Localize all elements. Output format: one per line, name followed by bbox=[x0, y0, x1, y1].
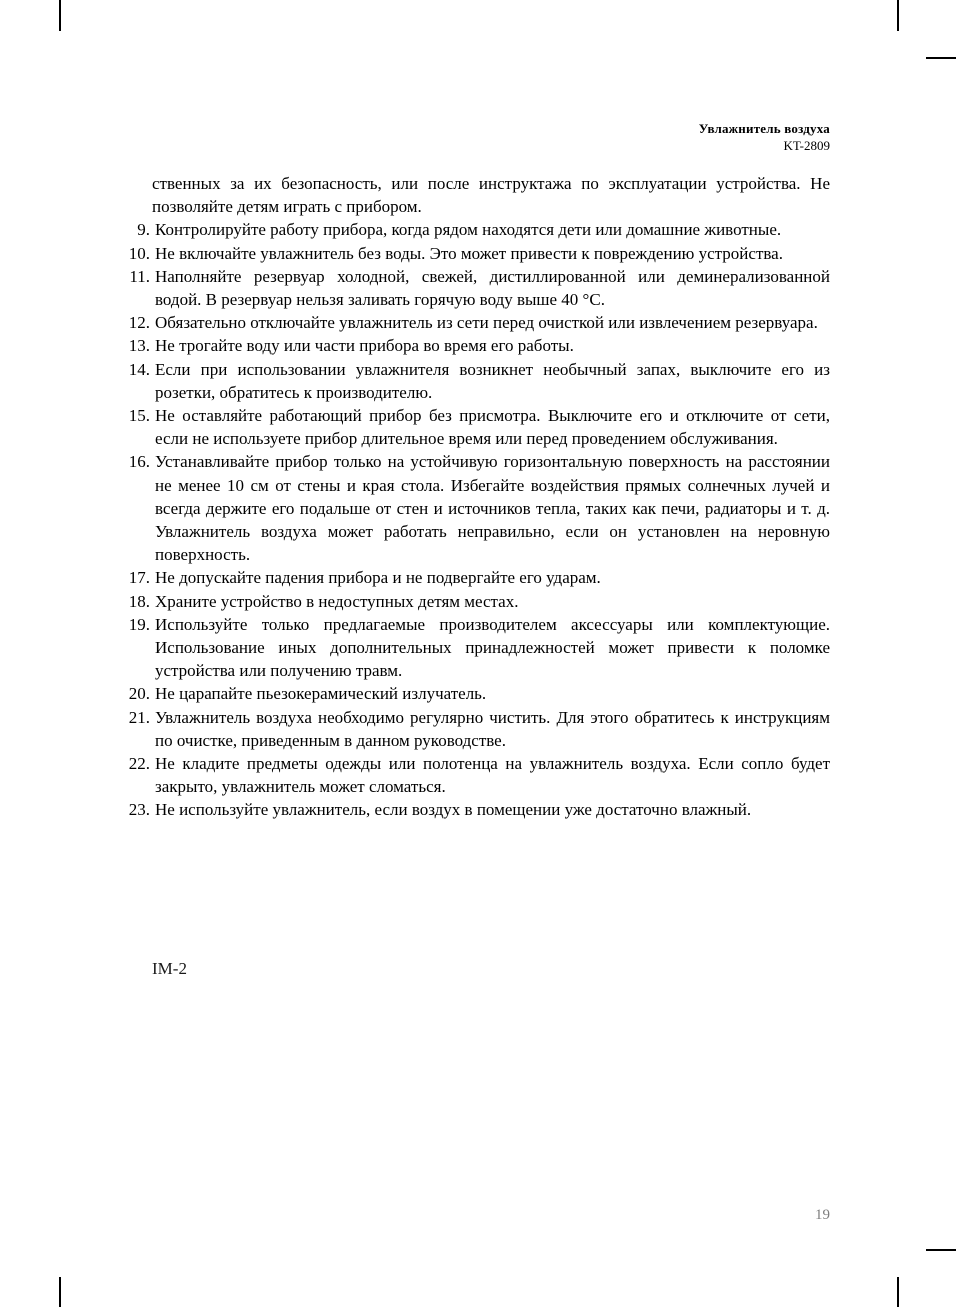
safety-rule-number: 14. bbox=[128, 359, 150, 379]
safety-rule-number: 18. bbox=[128, 591, 150, 611]
safety-rule-text: Наполняйте резервуар холодной, свежей, дистиллированной или деминерализованной водой. В резервуар нельзя заливать горячую воду выше 40 °C. bbox=[155, 266, 830, 310]
safety-rule-text: Устанавливайте прибор только на устойчивую горизонтальную поверхность на расстоянии не менее 10 см от стены и края стола. Избегайте воздействия прямых солнечных лучей и всегда держите его подальше от стен и источников тепла, таких как печи, радиаторы и т. д. Увлажнитель воздуха может работать неправильно, если он установлен на неровную поверхность. bbox=[155, 452, 830, 565]
im-label: IM-2 bbox=[152, 959, 187, 978]
safety-rule-text: Увлажнитель воздуха необходимо регулярно чистить. Для этого обратитесь к инструкциям по очистке, приведенным в данном руководстве. bbox=[155, 707, 830, 750]
crop-mark-top-right-vertical bbox=[897, 0, 899, 31]
safety-rule-text: Контролируйте работу прибора, когда рядом находятся дети или домашние животные. bbox=[155, 220, 782, 240]
safety-rule-item bbox=[124, 265, 830, 311]
safety-rule-text: Используйте только предлагаемые производителем аксессуары или комплектующие. Использование иных дополнительных принадлежностей может привести к поломке устройства или получению травм. bbox=[155, 614, 830, 681]
safety-rule-item bbox=[124, 682, 830, 705]
safety-rule-text: Не трогайте воду или части прибора во время его работы. bbox=[155, 336, 574, 356]
safety-rule-number: 19. bbox=[128, 614, 150, 634]
safety-rule-item bbox=[124, 706, 830, 752]
safety-rule-text: Обязательно отключайте увлажнитель из сети перед очисткой или извлечением резервуара. bbox=[155, 313, 818, 333]
header-product-title: Увлажнитель воздуха bbox=[698, 121, 830, 136]
safety-rule-number: 13. bbox=[128, 336, 150, 356]
safety-rule-text: Не используйте увлажнитель, если воздух в помещении уже достаточно влажный. bbox=[155, 800, 752, 820]
safety-rule-item bbox=[124, 404, 830, 450]
safety-rule-number: 23. bbox=[128, 800, 150, 820]
safety-instructions-body bbox=[124, 172, 830, 822]
safety-rule-item bbox=[124, 752, 830, 798]
safety-rule-item bbox=[124, 242, 830, 265]
safety-rule-text: Не включайте увлажнитель без воды. Это может привести к повреждению устройства. bbox=[155, 243, 783, 263]
safety-rule-text: Не царапайте пьезокерамический излучатель. bbox=[155, 684, 487, 704]
crop-mark-bottom-right-horizontal bbox=[926, 1249, 956, 1251]
safety-rule-number: 20. bbox=[128, 684, 150, 704]
crop-mark-top-right-horizontal bbox=[926, 57, 956, 59]
crop-mark-bottom-left bbox=[59, 1277, 61, 1307]
continued-paragraph: ственных за их безопасность, или после инструктажа по эксплуатации устройства. Не позволяйте детям играть с прибором. bbox=[152, 174, 830, 217]
safety-rule-number: 11. bbox=[129, 266, 150, 286]
safety-rule-number: 22. bbox=[128, 754, 150, 774]
safety-rule-number: 16. bbox=[128, 452, 150, 472]
safety-rules-list bbox=[124, 218, 830, 821]
crop-mark-bottom-right-vertical bbox=[897, 1277, 899, 1307]
safety-rule-number: 21. bbox=[128, 707, 150, 727]
safety-rule-item bbox=[124, 566, 830, 589]
safety-rule-item bbox=[124, 590, 830, 613]
safety-rule-item bbox=[124, 334, 830, 357]
safety-rule-number: 9. bbox=[137, 220, 150, 240]
safety-rule-number: 17. bbox=[128, 568, 150, 588]
safety-rule-item bbox=[124, 613, 830, 683]
page-number: 19 bbox=[815, 1207, 830, 1223]
running-header bbox=[150, 120, 830, 154]
safety-rule-text: Если при использовании увлажнителя возникнет необычный запах, выключите его из розетки, обратитесь к производителю. bbox=[155, 359, 830, 402]
safety-rule-text: Храните устройство в недоступных детям местах. bbox=[155, 591, 519, 611]
safety-rule-item bbox=[124, 450, 830, 566]
safety-rule-item bbox=[124, 358, 830, 404]
safety-rule-text: Не кладите предметы одежды или полотенца на увлажнитель воздуха. Если сопло будет закрыто, увлажнитель может сломаться. bbox=[155, 754, 830, 797]
safety-rule-text: Не допускайте падения прибора и не подвергайте его ударам. bbox=[155, 568, 601, 588]
safety-rule-item bbox=[124, 218, 830, 241]
safety-rule-number: 10. bbox=[128, 243, 150, 263]
safety-rule-text: Не оставляйте работающий прибор без присмотра. Выключите его и отключите от сети, если не используете прибор длительное время или перед проведением обслуживания. bbox=[155, 406, 830, 449]
header-model-number: KT-2809 bbox=[783, 138, 830, 153]
safety-rule-item bbox=[124, 798, 830, 821]
crop-mark-top-left bbox=[59, 0, 61, 31]
safety-rule-item bbox=[124, 311, 830, 334]
safety-rule-number: 12. bbox=[128, 313, 150, 333]
safety-rule-number: 15. bbox=[128, 406, 150, 426]
